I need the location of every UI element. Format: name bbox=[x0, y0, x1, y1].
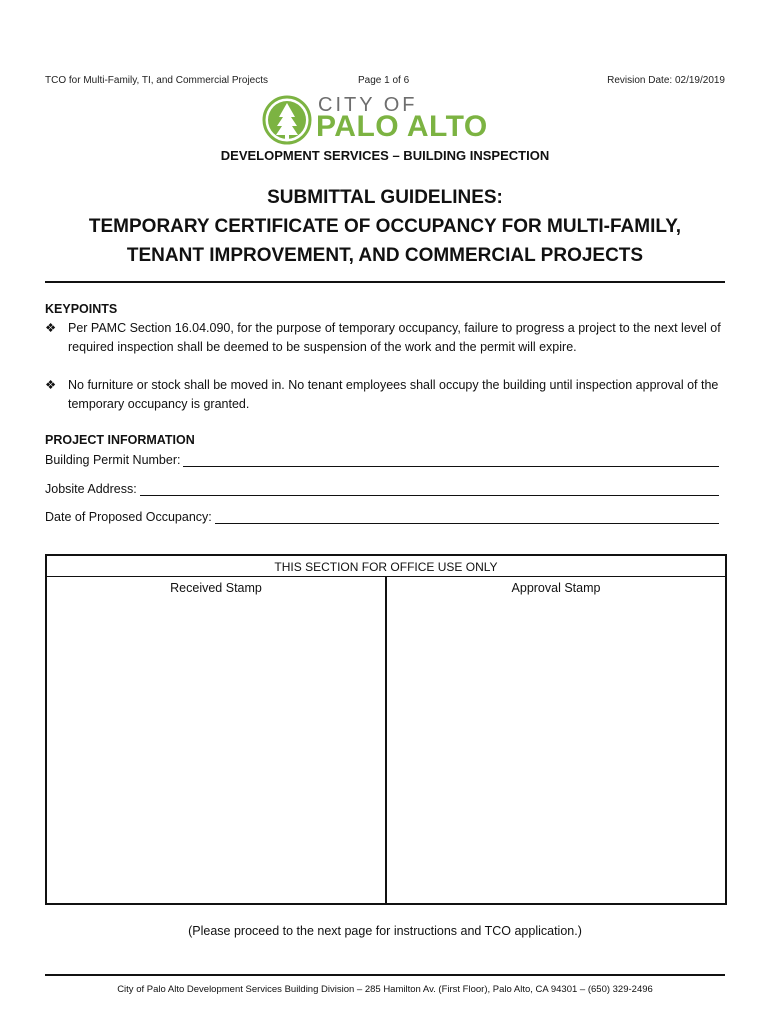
city-logo bbox=[262, 94, 512, 146]
received-stamp-label: Received Stamp bbox=[170, 581, 262, 595]
footer-divider bbox=[45, 974, 725, 976]
approval-stamp-box bbox=[387, 577, 725, 904]
header-revision-date: Revision Date: 02/19/2019 bbox=[607, 75, 725, 86]
approval-stamp-label: Approval Stamp bbox=[511, 581, 601, 595]
title-divider bbox=[45, 281, 725, 283]
keypoints-heading: KEYPOINTS bbox=[45, 302, 118, 316]
department-heading: DEVELOPMENT SERVICES – BUILDING INSPECTION bbox=[220, 148, 550, 163]
footer-address: City of Palo Alto Development Services Building Division – 285 Hamilton Av. (First Floor), Palo Alto, CA 94301 – (650) 329-2496 bbox=[117, 984, 653, 995]
document-title bbox=[0, 183, 770, 270]
date-of-proposed-occupancy-label: Date of Proposed Occupancy: bbox=[45, 510, 212, 524]
diamond-bullet-icon: ❖ bbox=[45, 321, 57, 335]
building-permit-number-label: Building Permit Number: bbox=[45, 453, 181, 467]
keypoint-text: No furniture or stock shall be moved in. No tenant employees shall occupy the building until inspection approval of the temporary occupancy is granted. bbox=[68, 378, 719, 411]
jobsite-address-label: Jobsite Address: bbox=[45, 482, 137, 496]
logo-palo-alto-text: PALO ALTO bbox=[316, 110, 488, 143]
tree-emblem-icon bbox=[262, 95, 312, 145]
date-of-proposed-occupancy-field bbox=[45, 509, 719, 524]
diamond-bullet-icon: ❖ bbox=[45, 378, 57, 392]
project-information-heading: PROJECT INFORMATION bbox=[45, 433, 195, 447]
keypoint-item bbox=[45, 319, 725, 357]
office-use-heading: THIS SECTION FOR OFFICE USE ONLY bbox=[47, 556, 725, 577]
proceed-note: (Please proceed to the next page for instructions and TCO application.) bbox=[188, 924, 582, 938]
jobsite-address-input[interactable] bbox=[140, 481, 719, 496]
date-of-proposed-occupancy-input[interactable] bbox=[215, 509, 719, 524]
keypoint-text: Per PAMC Section 16.04.090, for the purpose of temporary occupancy, failure to progress a project to the next level of required inspection shall be deemed to be suspension of the work and the permit will expire. bbox=[68, 321, 721, 354]
keypoint-item bbox=[45, 376, 725, 414]
title-line-2: TEMPORARY CERTIFICATE OF OCCUPANCY FOR MULTI-FAMILY, bbox=[88, 216, 682, 237]
title-line-1: SUBMITTAL GUIDELINES: bbox=[267, 187, 503, 208]
jobsite-address-field bbox=[45, 481, 719, 496]
office-use-section bbox=[45, 554, 727, 905]
header-page-number: Page 1 of 6 bbox=[358, 75, 410, 86]
building-permit-number-input[interactable] bbox=[183, 452, 719, 467]
header-document-title: TCO for Multi-Family, TI, and Commercial Projects bbox=[45, 75, 269, 86]
logo-city-of-text: CITY OF bbox=[318, 94, 418, 116]
received-stamp-box bbox=[47, 577, 387, 904]
title-line-3: TENANT IMPROVEMENT, AND COMMERCIAL PROJECTS bbox=[126, 245, 644, 266]
building-permit-number-field bbox=[45, 452, 719, 467]
